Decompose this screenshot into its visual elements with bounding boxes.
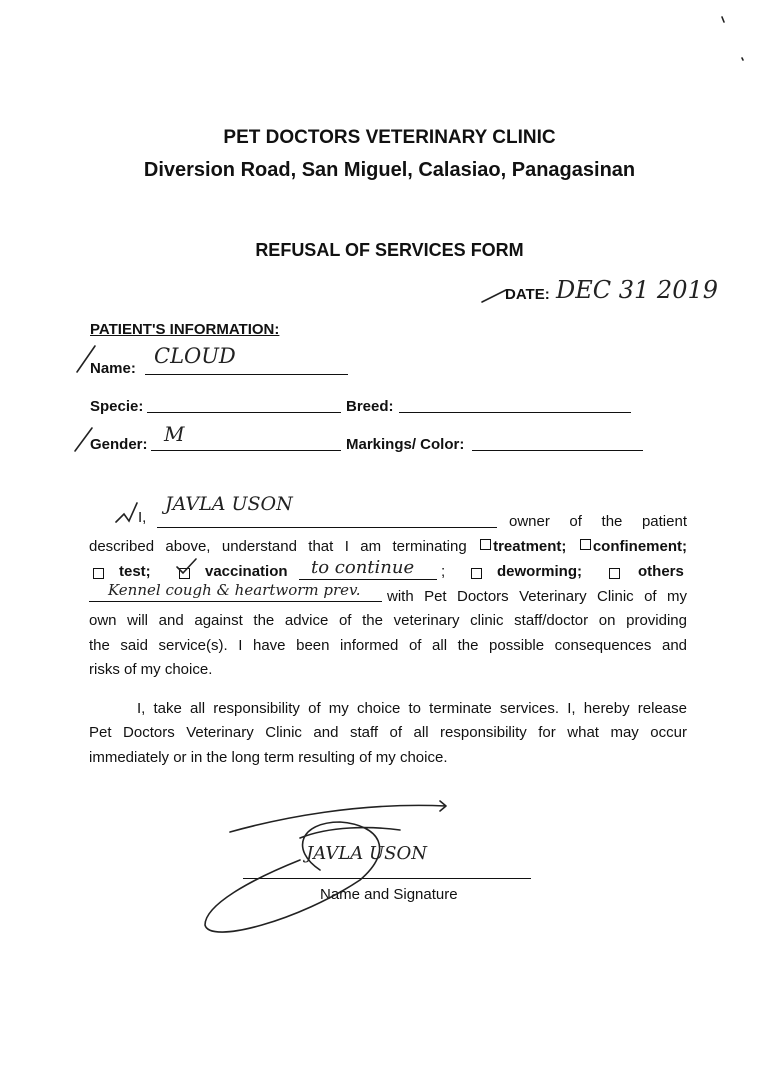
statement-line-2-text: described above, understand that I am terminating: [89, 538, 467, 555]
i-tick-mark: [116, 503, 137, 522]
release-line-1: I, take all responsibility of my choice to terminate services. I, hereby release: [137, 700, 687, 717]
signature-label: Name and Signature: [320, 886, 458, 903]
release-line-2: Pet Doctors Veterinary Clinic and staff of all responsibility for what may occur: [89, 724, 687, 741]
specie-line: [147, 412, 341, 413]
vaccination-note-line: [299, 579, 437, 580]
statement-line-5: own will and against the advice of the veterinary clinic staff/doctor on providing: [89, 612, 687, 629]
signature-handwritten-name: JAVLA USON: [306, 843, 427, 864]
treatment-checkbox[interactable]: [480, 539, 491, 550]
gender-label: Gender:: [90, 436, 148, 453]
vaccination-option: vaccination: [205, 563, 288, 580]
clinic-address: Diversion Road, San Miguel, Calasiao, Panagasinan: [143, 159, 636, 181]
form-title: REFUSAL OF SERVICES FORM: [255, 240, 524, 260]
statement-line-2: [89, 538, 687, 555]
name-label: Name:: [90, 360, 136, 377]
patient-section-title: PATIENT'S INFORMATION:: [90, 321, 280, 338]
date-value: DEC 31 2019: [556, 276, 718, 304]
gender-line: [151, 450, 341, 451]
i-label: I,: [138, 509, 147, 526]
gender-value: M: [164, 422, 185, 446]
signature-upper-stroke: [300, 828, 400, 838]
statement-line-4-suffix: with Pet Doctors Veterinary Clinic of my: [387, 588, 687, 605]
owner-suffix: owner of the patient: [509, 513, 687, 530]
date-tick-mark: [482, 290, 506, 302]
deworming-option: deworming;: [497, 563, 582, 580]
markings-label: Markings/ Color:: [346, 436, 465, 453]
breed-label: Breed:: [346, 398, 394, 415]
specie-label: Specie:: [90, 398, 144, 415]
others-note: Kennel cough & heartworm prev.: [108, 581, 361, 599]
release-line-3: immediately or in the long term resulting of my choice.: [89, 749, 448, 766]
owner-name-line: [157, 527, 497, 528]
statement-line-7: risks of my choice.: [89, 661, 213, 678]
markings-line: [472, 450, 643, 451]
others-checkbox[interactable]: [609, 568, 620, 579]
statement-line-6: the said service(s). I have been informed of all the possible consequences and: [89, 637, 687, 654]
semicolon: ;: [441, 563, 446, 580]
name-line: [145, 374, 348, 375]
clinic-name: PET DOCTORS VETERINARY CLINIC: [223, 127, 556, 148]
breed-line: [399, 412, 631, 413]
confinement-checkbox[interactable]: [580, 539, 591, 550]
vaccination-checkbox[interactable]: [179, 568, 190, 579]
others-note-line: [89, 601, 382, 602]
deworming-checkbox[interactable]: [471, 568, 482, 579]
test-checkbox[interactable]: [93, 568, 104, 579]
margin-mark: [722, 17, 724, 22]
confinement-option: confinement;: [592, 538, 687, 555]
test-option: test;: [119, 563, 151, 580]
margin-mark-2: [742, 58, 743, 60]
signature-arrow-stroke: [230, 801, 446, 832]
name-value: CLOUD: [154, 344, 236, 368]
owner-name: JAVLA USON: [165, 493, 293, 515]
others-option: others: [638, 563, 684, 580]
treatment-option: treatment;: [493, 538, 567, 555]
date-label: DATE:: [505, 286, 550, 303]
signature-line: [243, 878, 531, 879]
vaccination-note: to continue: [311, 557, 415, 578]
